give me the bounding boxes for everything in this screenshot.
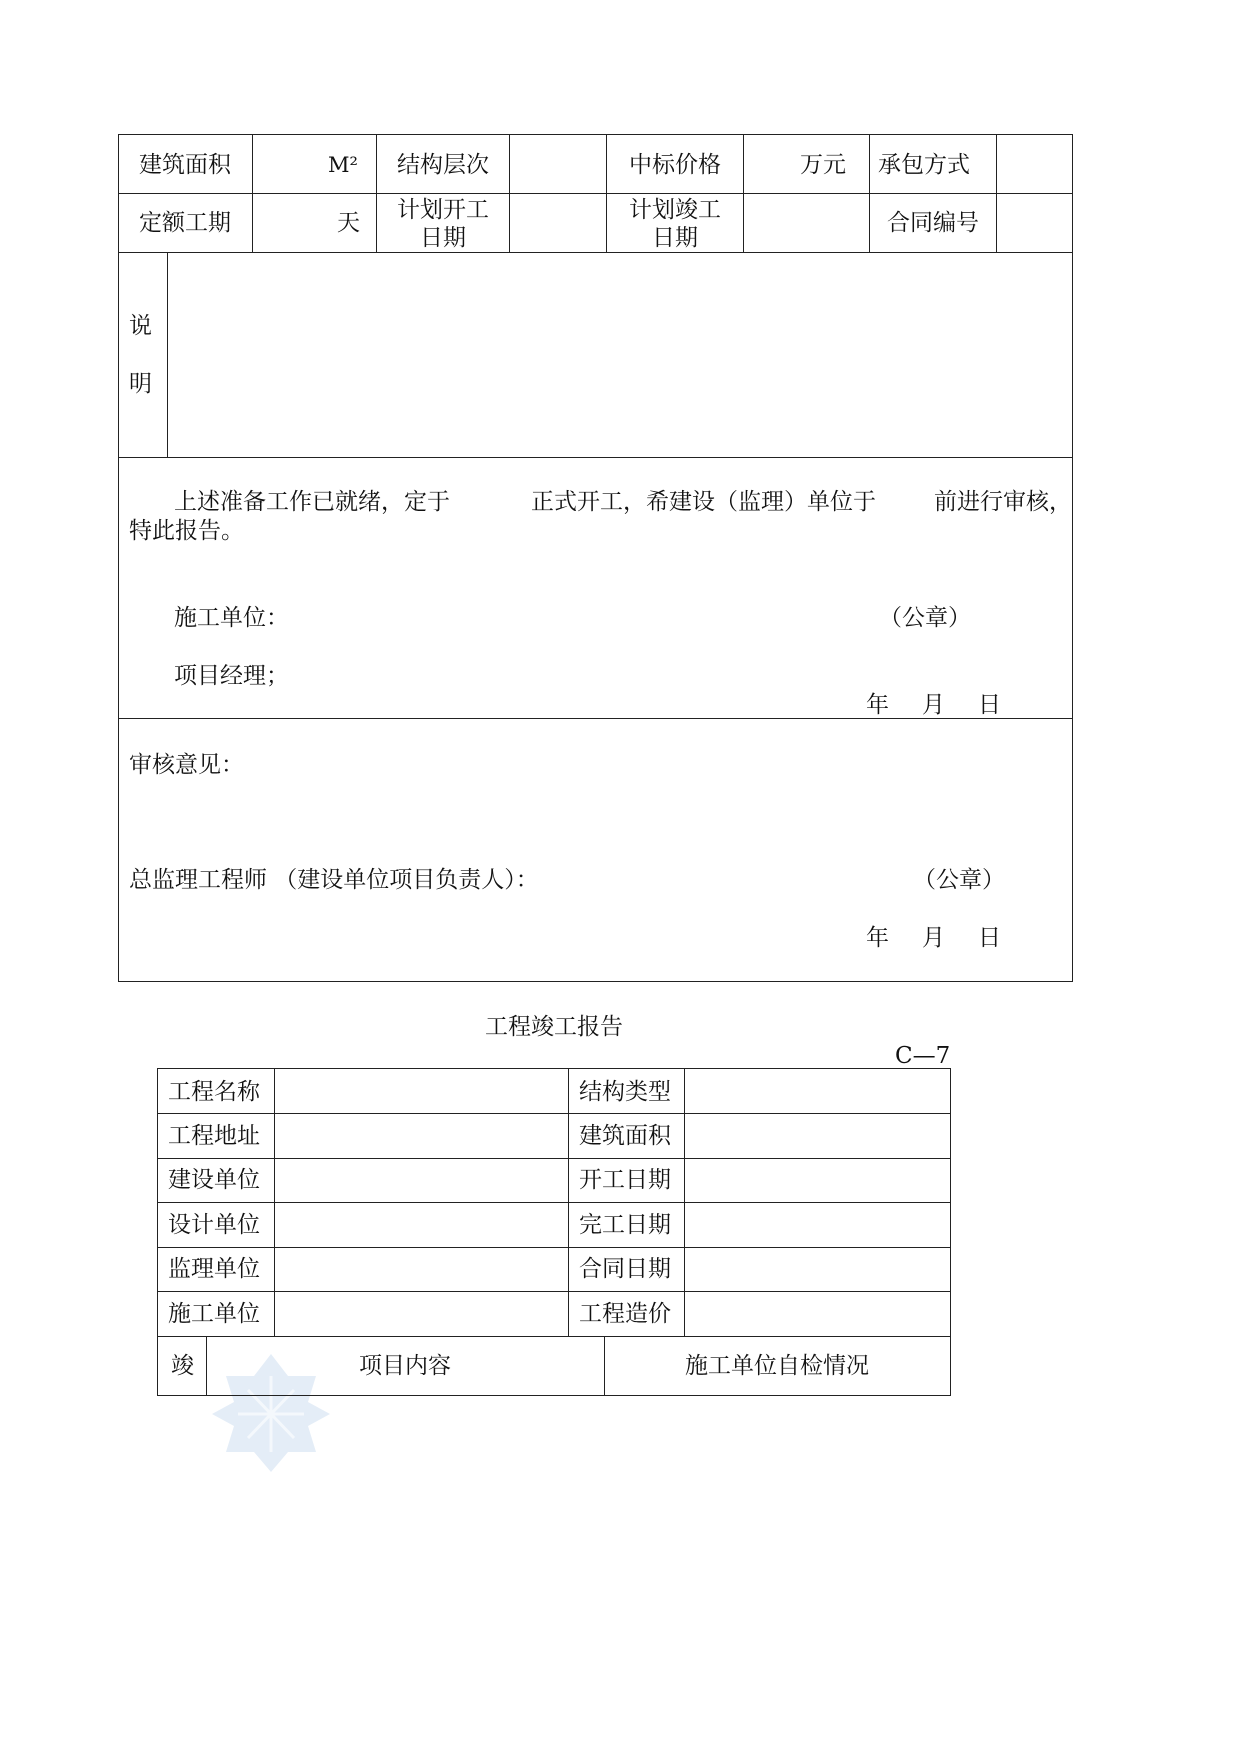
self-check-header: 施工单位自检情况: [685, 1353, 869, 1379]
notes-label: 说: [129, 313, 152, 339]
table-outer-border: [157, 1068, 951, 1396]
report-text-c: 前进行审核，: [934, 489, 1072, 515]
quota-period-unit: 天: [337, 210, 360, 236]
review-year: 年: [866, 925, 889, 951]
col-divider: [252, 134, 253, 252]
project-cost-label: 工程造价: [579, 1301, 671, 1327]
row-divider: [157, 1247, 951, 1248]
structure-label: 结构层次: [397, 152, 489, 178]
structure-type-label: 结构类型: [579, 1079, 671, 1105]
col-divider: [743, 134, 744, 252]
form-outer-border: [118, 134, 1073, 982]
col-divider: [509, 134, 510, 252]
bid-price-label: 中标价格: [629, 152, 721, 178]
row-divider: [157, 1291, 951, 1292]
planned-end-label: 计划竣工: [629, 197, 721, 223]
contract-mode-label: 承包方式: [878, 152, 970, 178]
report-text-b: 正式开工，希建设（监理）单位于: [531, 489, 876, 515]
row-divider: [157, 1336, 951, 1337]
row-divider: [118, 193, 1073, 194]
area-label: 建筑面积: [139, 152, 231, 178]
row-divider: [157, 1158, 951, 1159]
quota-period-label: 定额工期: [139, 210, 231, 236]
construction-unit-label: 施工单位: [168, 1301, 260, 1327]
col-divider: [684, 1068, 685, 1336]
form-title: 工程竣工报告: [485, 1014, 623, 1040]
row-divider: [157, 1202, 951, 1203]
report-text-line2: 特此报告。: [129, 518, 244, 544]
row-divider: [118, 457, 1073, 458]
review-day: 日: [978, 925, 1001, 951]
planned-start-label: 计划开工: [397, 197, 489, 223]
review-label: 审核意见：: [129, 752, 244, 778]
contract-date-label: 合同日期: [579, 1256, 671, 1282]
contract-no-label: 合同编号: [887, 210, 979, 236]
contractor-seal: （公章）: [879, 605, 971, 631]
form-code: C—7: [895, 1043, 951, 1069]
row-divider: [118, 252, 1073, 253]
supervisor-label: 总监理工程师 （建设单位项目负责人）：: [129, 867, 539, 893]
area-unit: M²: [328, 153, 358, 177]
col-divider: [869, 134, 870, 252]
col-divider: [604, 1336, 605, 1396]
completion-side-label: 竣: [171, 1353, 194, 1379]
building-area-label: 建筑面积: [579, 1123, 671, 1149]
contractor-label: 施工单位：: [174, 605, 289, 631]
review-seal: （公章）: [913, 867, 1005, 893]
notes-label-2: 明: [129, 371, 152, 397]
supervision-unit-label: 监理单位: [168, 1256, 260, 1282]
row-divider: [157, 1113, 951, 1114]
project-content-header: 项目内容: [359, 1353, 451, 1379]
start-date-label: 开工日期: [579, 1167, 671, 1193]
project-name-label: 工程名称: [168, 1079, 260, 1105]
col-divider: [274, 1068, 275, 1336]
owner-unit-label: 建设单位: [168, 1167, 260, 1193]
col-divider: [606, 134, 607, 252]
planned-start-label-2: 日期: [420, 225, 466, 251]
bid-price-unit: 万元: [800, 152, 846, 178]
col-divider: [996, 134, 997, 252]
planned-end-label-2: 日期: [652, 225, 698, 251]
review-month: 月: [922, 925, 945, 951]
report-year: 年: [866, 692, 889, 718]
design-unit-label: 设计单位: [168, 1212, 260, 1238]
report-day: 日: [978, 692, 1001, 718]
col-divider: [376, 134, 377, 252]
col-divider: [206, 1336, 207, 1396]
project-address-label: 工程地址: [168, 1123, 260, 1149]
report-month: 月: [922, 692, 945, 718]
report-text-a: 上述准备工作已就绪，定于: [174, 489, 450, 515]
project-manager-label: 项目经理；: [174, 663, 289, 689]
finish-date-label: 完工日期: [579, 1212, 671, 1238]
col-divider: [167, 252, 168, 457]
col-divider: [568, 1068, 569, 1336]
